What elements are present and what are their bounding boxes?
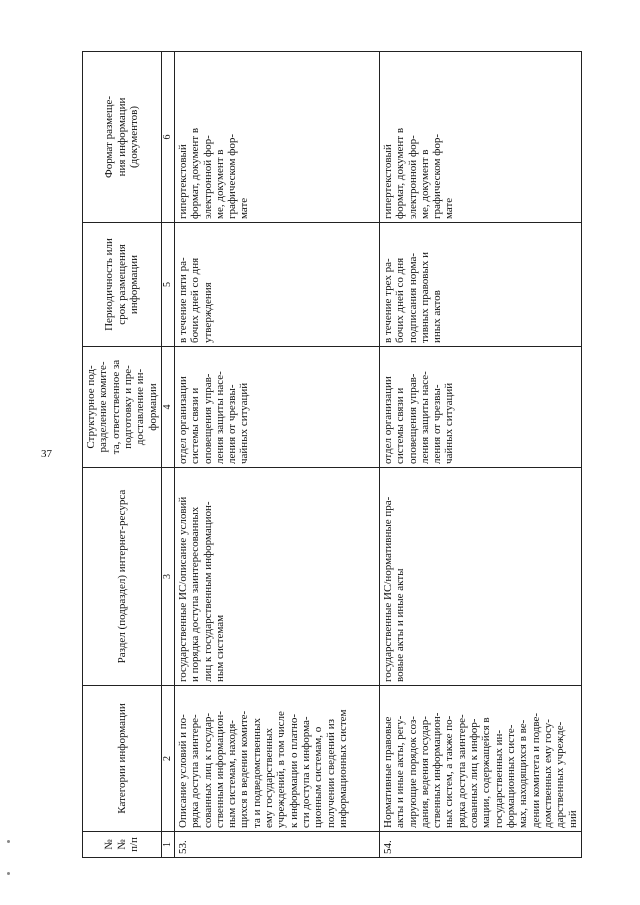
- header-number: №№ п/п: [83, 832, 162, 858]
- information-table: [82, 51, 582, 858]
- format-cell: гипертекстовый формат, документ в электронной фор- ме, документ в графическом фор- мате: [379, 52, 581, 223]
- table-row: [174, 52, 379, 858]
- department-cell: отдел организации системы связи и оповещения управ- ления защиты насе- ления от чрезвы- чайных ситуаций: [174, 347, 379, 468]
- section-cell: государственные ИС/нормативные пра- вовые акты и иные акты: [379, 468, 581, 686]
- margin-mark: [7, 840, 10, 843]
- column-number: 3: [161, 468, 174, 686]
- rotated-table-sheet: [82, 52, 578, 858]
- column-number: 4: [161, 347, 174, 468]
- department-cell: отдел организации системы связи и оповещения управ- ления защиты насе- ления от чрезвы- чайных ситуаций: [379, 347, 581, 468]
- header-section: Раздел (подраздел) интернет-ресурса: [83, 468, 162, 686]
- category-cell: Нормативные правовые акты и иные акты, регу- лирующие порядок соз- дания, ведения государ- ственных информацион- ных систем, а также по- рядка доступа заинтере- сованных лиц к инфор- мации, содержащейся в государственных ин- формационных систе- мах, находящихся в ве- дении комитета и подве- домственных ему госу- дарственных учрежде- ний: [379, 686, 581, 832]
- column-number: 2: [161, 686, 174, 832]
- header-category: Категории информации: [83, 686, 162, 832]
- header-period: Периодичность или срок размещения информации: [83, 223, 162, 347]
- category-cell: Описание условий и по- рядка доступа заинтере- сованных лиц к государ- ственным информацион- ным системам, находя- щихся в ведении комите- та и подведомственных ему государственных учреждений, в том числе к информации о платно- сти доступа к информа- ционным системам, о получении сведений из информационных систем: [174, 686, 379, 832]
- row-number: 54.: [379, 832, 581, 858]
- column-number: 6: [161, 52, 174, 223]
- section-cell: государственные ИС/описание условий и порядка доступа заинтересованных лиц к государственным информацион- ным системам: [174, 468, 379, 686]
- period-cell: в течение пяти ра- бочих дней со дня утверждения: [174, 223, 379, 347]
- page-number: 37: [41, 448, 52, 460]
- column-number-row: [161, 52, 174, 858]
- period-cell: в течение трех ра- бочих дней со дня подписания норма- тивных правовых и иных актов: [379, 223, 581, 347]
- table-row: [379, 52, 581, 858]
- row-number: 53.: [174, 832, 379, 858]
- margin-mark: [7, 872, 10, 875]
- header-row: [83, 52, 162, 858]
- column-number: 1: [161, 832, 174, 858]
- column-number: 5: [161, 223, 174, 347]
- format-cell: гипертекстовый формат, документ в электронной фор- ме, документ в графическом фор- мате: [174, 52, 379, 223]
- header-format: Формат размеще- ния информации (документов): [83, 52, 162, 223]
- header-department: Структурное под- разделение комите- та, ответственное за подготовку и пре- доставление ин- формации: [83, 347, 162, 468]
